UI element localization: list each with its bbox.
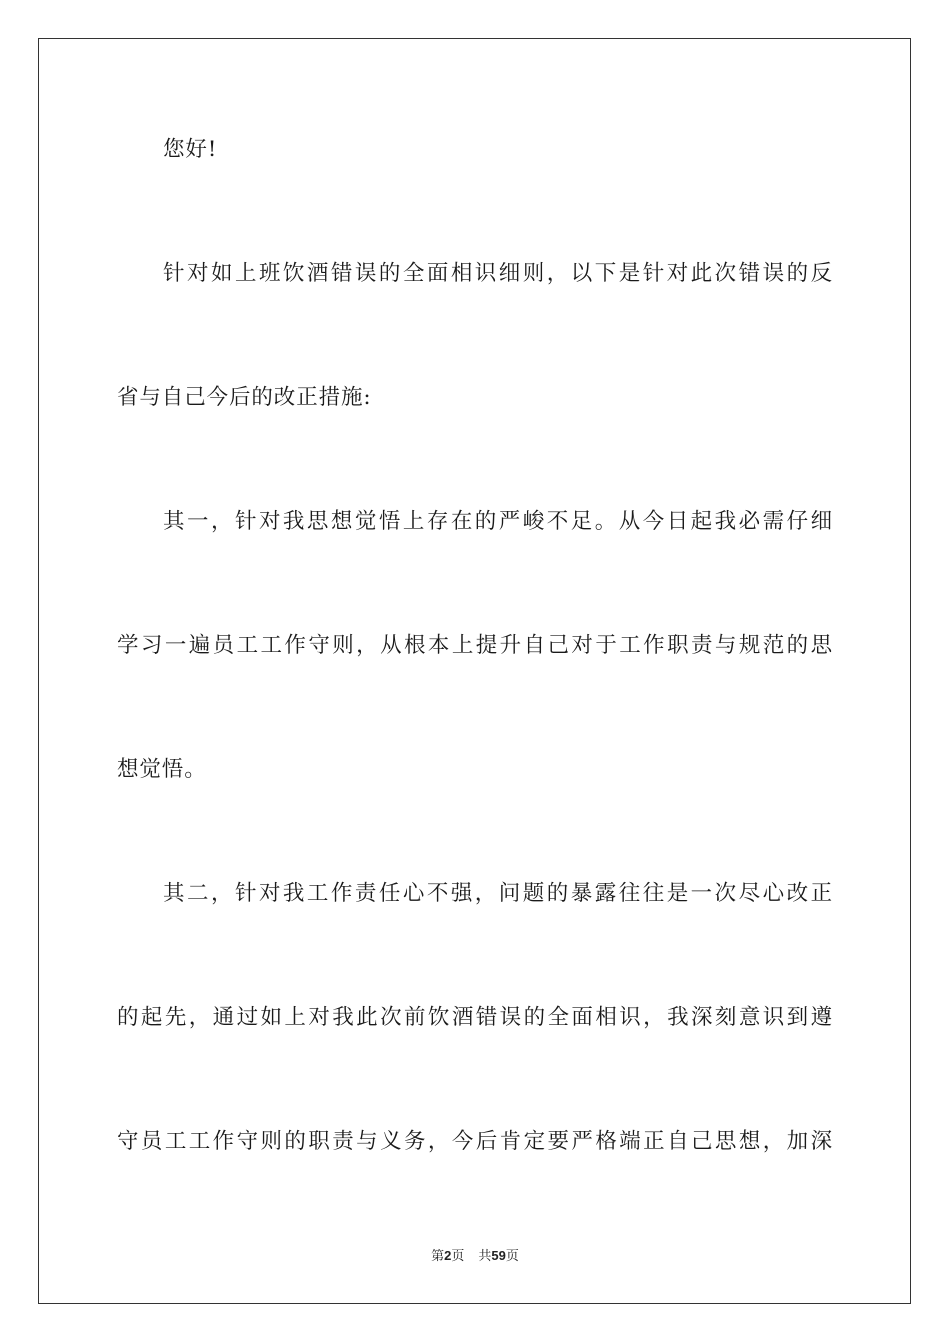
greeting-line: 您好! (163, 137, 218, 162)
paragraph-2-line-2: 学习一遍员工工作守则，从根本上提升自己对于工作职责与规范的思 (117, 633, 833, 658)
page-footer (0, 1247, 950, 1266)
paragraph-1-line-1: 针对如上班饮酒错误的全面相识细则，以下是针对此次错误的反 (163, 261, 833, 286)
page-suffix: 页 (451, 1249, 465, 1264)
page-border (38, 38, 911, 1304)
page-prefix: 第 (431, 1249, 445, 1264)
paragraph-2-line-1: 其一，针对我思想觉悟上存在的严峻不足。从今日起我必需仔细 (163, 509, 833, 534)
paragraph-3-line-1: 其二，针对我工作责任心不强，问题的暴露往往是一次尽心改正 (163, 881, 833, 906)
paragraph-3-line-2: 的起先，通过如上对我此次前饮酒错误的全面相识，我深刻意识到遵 (117, 1005, 833, 1030)
total-suffix: 页 (505, 1249, 519, 1264)
paragraph-1-line-2: 省与自己今后的改正措施: (117, 385, 372, 410)
total-pages: 59 (491, 1248, 506, 1263)
total-prefix: 共 (478, 1249, 492, 1264)
page-number: 2 (444, 1248, 452, 1263)
paragraph-3-line-3: 守员工工作守则的职责与义务，今后肯定要严格端正自己思想，加深 (117, 1129, 833, 1154)
paragraph-2-line-3: 想觉悟。 (117, 757, 207, 782)
